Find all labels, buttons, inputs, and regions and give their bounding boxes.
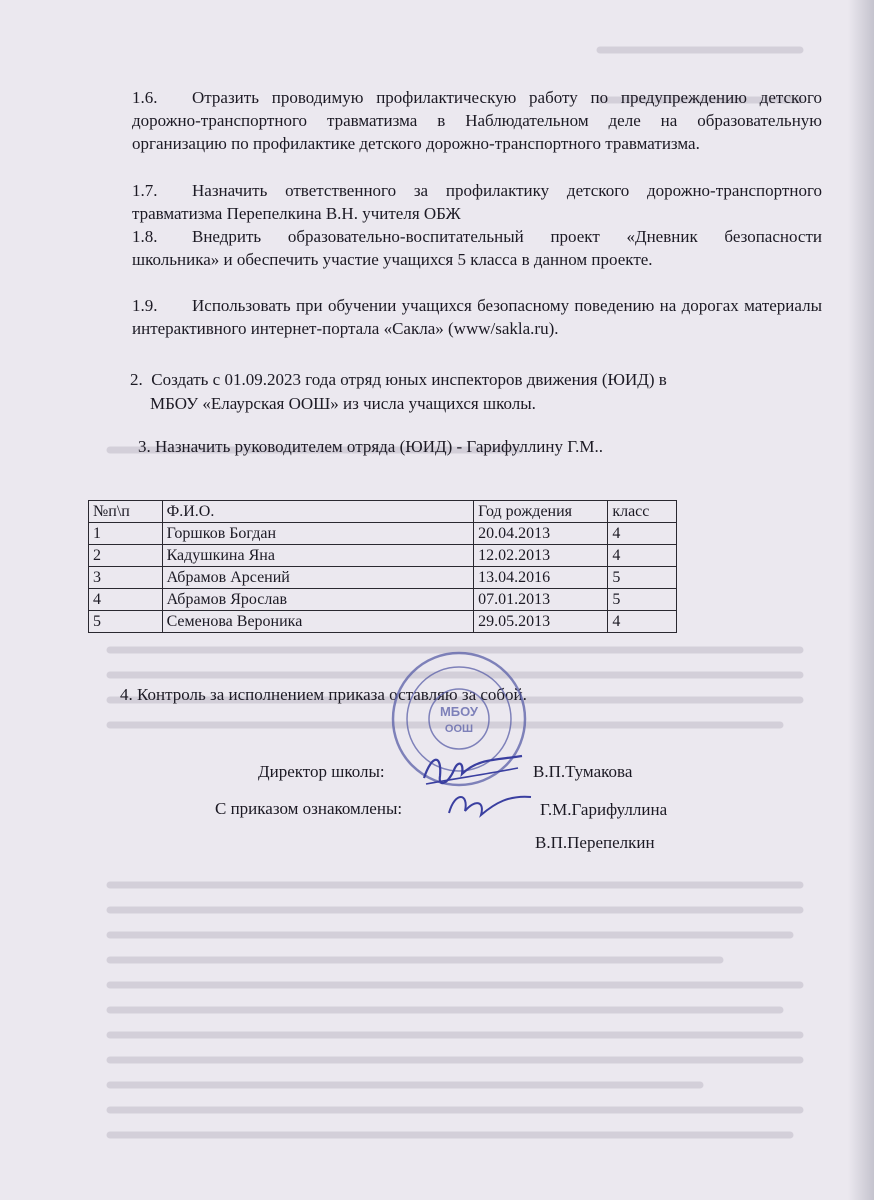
clause-1-6: 1.6. Отразить проводимую профилактическую работу по предупреждению детского дорожно-транспортного травматизма в Наблюдательном деле на образовательную организацию по профилактике детского дорожно-транспортного травматизма.: [132, 88, 822, 153]
clause-1-9: 1.9. Использовать при обучении учащихся безопасному поведению на дорогах материалы интерактивного интернет-портала «Сакла» (www/sakla.ru).: [132, 296, 822, 338]
cell-number: 1: [89, 523, 163, 545]
clause-1-7: 1.7. Назначить ответственного за профилактику детского дорожно-транспортного травматизма Перепелкина В.Н. учителя ОБЖ: [132, 181, 822, 223]
cell-grade: 4: [608, 545, 677, 567]
page-edge-shadow: [848, 0, 874, 1200]
cell-birth-date: 13.04.2016: [474, 567, 608, 589]
cell-grade: 4: [608, 523, 677, 545]
cell-name: Кадушкина Яна: [162, 545, 474, 567]
cell-birth-date: 12.02.2013: [474, 545, 608, 567]
cell-birth-date: 20.04.2013: [474, 523, 608, 545]
svg-text:ООШ: ООШ: [444, 723, 474, 735]
clause-4: 4. Контроль за исполнением приказа оставляю за собой.: [120, 685, 527, 704]
clause-3: 3. Назначить руководителем отряда (ЮИД) - Гарифуллину Г.М..: [138, 437, 604, 456]
clause-2-line-1: 2. Создать с 01.09.2023 года отряд юных инспекторов движения (ЮИД) в: [130, 370, 667, 389]
table-row: [89, 545, 677, 567]
cell-number: 4: [89, 589, 163, 611]
cell-grade: 5: [608, 567, 677, 589]
director-name: В.П.Тумакова: [533, 762, 633, 781]
acknowledgement-signature-icon: [445, 785, 535, 827]
cell-birth-date: 07.01.2013: [474, 589, 608, 611]
table-row: [89, 523, 677, 545]
acknowledged-name-1: Г.М.Гарифуллина: [540, 800, 668, 819]
clause-1-8: 1.8. Внедрить образовательно-воспитательный проект «Дневник безопасности школьника» и обеспечить участие учащихся 5 класса в данном проекте.: [132, 227, 822, 269]
cell-grade: 5: [608, 589, 677, 611]
cell-birth-date: 29.05.2013: [474, 611, 608, 633]
acknowledged-label: С приказом ознакомлены:: [215, 799, 403, 818]
table-row: [89, 611, 677, 633]
header-cell-name: Ф.И.О.: [162, 501, 474, 523]
table-row: [89, 567, 677, 589]
acknowledged-name-2: В.П.Перепелкин: [535, 833, 655, 852]
squad-roster-table: [88, 500, 677, 633]
cell-name: Семенова Вероника: [162, 611, 474, 633]
director-label: Директор школы:: [258, 762, 385, 781]
table-row: [89, 589, 677, 611]
table-header-row: [89, 501, 677, 523]
header-cell-birth-year: Год рождения: [474, 501, 608, 523]
clause-2-line-2: МБОУ «Елаурская ООШ» из числа учащихся школы.: [150, 394, 536, 413]
cell-number: 2: [89, 545, 163, 567]
cell-name: Абрамов Ярослав: [162, 589, 474, 611]
cell-name: Абрамов Арсений: [162, 567, 474, 589]
cell-name: Горшков Богдан: [162, 523, 474, 545]
header-cell-number: №п\п: [89, 501, 163, 523]
cell-grade: 4: [608, 611, 677, 633]
header-cell-grade: класс: [608, 501, 677, 523]
cell-number: 5: [89, 611, 163, 633]
svg-text:МБОУ: МБОУ: [439, 704, 479, 719]
cell-number: 3: [89, 567, 163, 589]
